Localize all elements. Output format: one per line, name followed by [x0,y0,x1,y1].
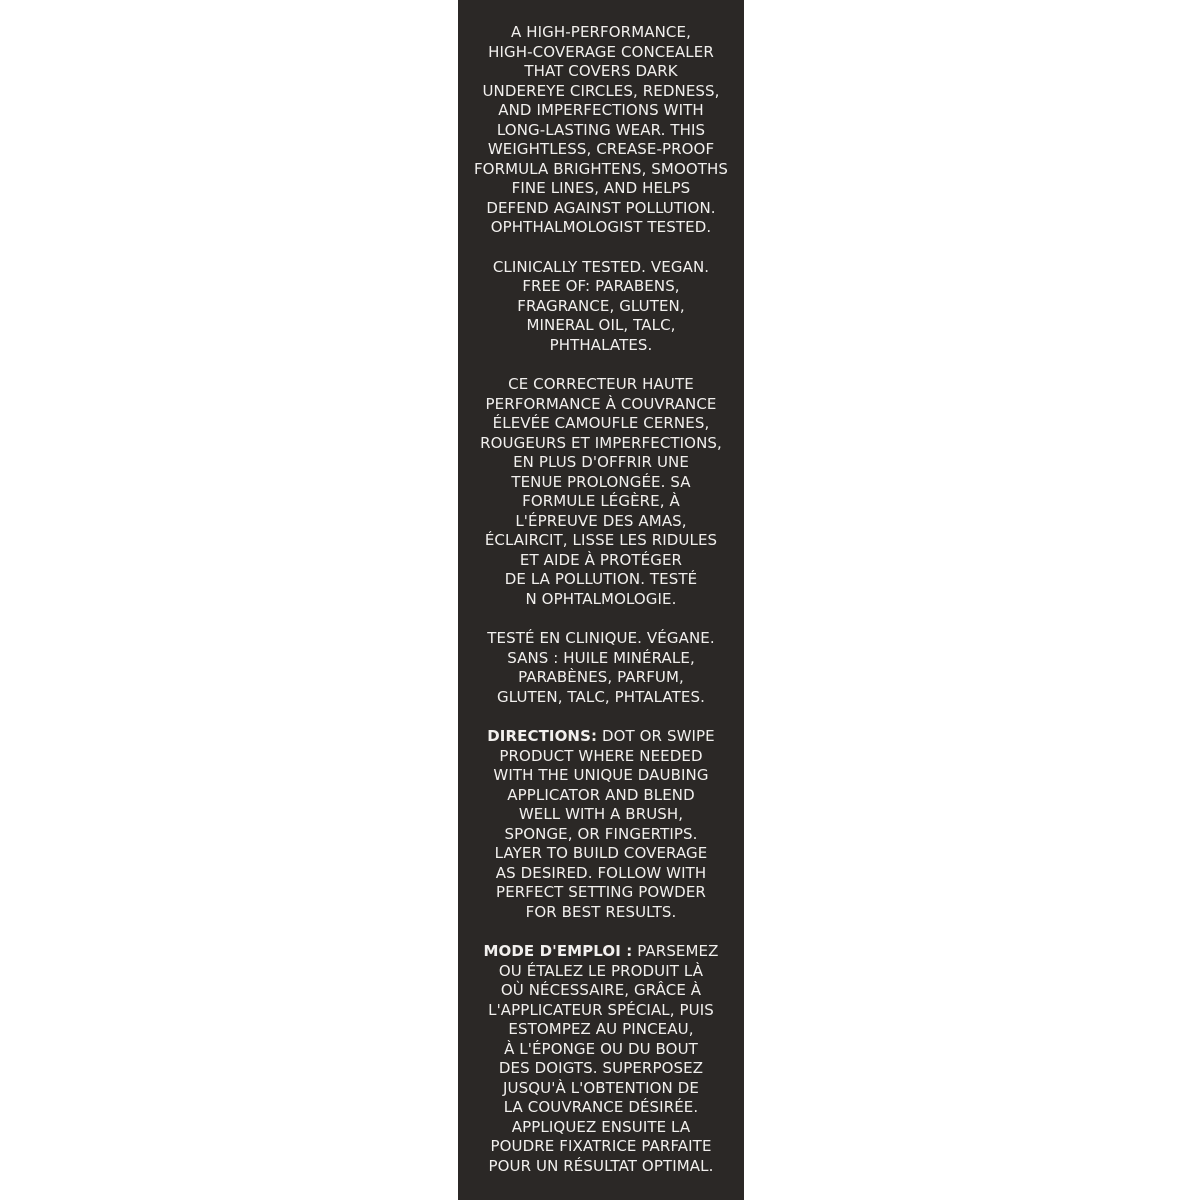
text-line: POUDRE FIXATRICE PARFAITE [490,1137,712,1155]
text-fragment: DOT OR SWIPE [597,727,715,745]
text-line: FREE OF: PARABENS, [522,277,680,295]
text-line: TESTÉ EN CLINIQUE. VÉGANE. [487,629,715,647]
mode-emploi-heading: MODE D'EMPLOI : [483,942,633,960]
text-line: ET AIDE À PROTÉGER [519,550,683,569]
text-line: AS DESIRED. FOLLOW WITH [495,863,707,882]
text-line: AND IMPERFECTIONS WITH [498,101,704,119]
text-line: ÉLEVÉE CAMOUFLE CERNES, [492,414,710,432]
text-line: À L'ÉPONGE OU DU BOUT [504,1039,698,1058]
text-line: PARABÈNES, PARFUM, [518,668,684,686]
text-line: L'ÉPREUVE DES AMAS, [515,511,687,530]
text-line: APPLICATOR AND BLEND [507,785,695,804]
text-line: PRODUCT WHERE NEEDED [499,746,703,765]
text-line: FORMULE LÉGÈRE, À [522,492,680,510]
text-line: FOR BEST RESULTS. [525,902,677,921]
text-line: CLINICALLY TESTED. VEGAN. [492,257,710,276]
text-line: LA COUVRANCE DÉSIRÉE. [503,1098,699,1116]
text-line: ROUGEURS ET IMPERFECTIONS, [480,433,722,452]
text-line: LAYER TO BUILD COVERAGE [494,844,708,862]
text-line: WITH THE UNIQUE DAUBING [493,766,709,784]
packaging-side-panel [458,0,744,1200]
directions-paragraph-en [458,727,744,922]
text-line: JUSQU'À L'OBTENTION DE [503,1078,699,1097]
text-line: DEFEND AGAINST POLLUTION. [486,198,716,217]
text-line: POUR UN RÉSULTAT OPTIMAL. [488,1156,714,1175]
claims-paragraph-fr [458,629,744,707]
directions-paragraph-fr [458,942,744,1176]
text-line [458,727,744,747]
text-line: DES DOIGTS. SUPERPOSEZ [498,1059,704,1077]
claims-paragraph-en [458,258,744,356]
text-line: THAT COVERS DARK [524,62,678,80]
text-line: WELL WITH A BRUSH, [518,805,684,823]
text-line: OU ÉTALEZ LE PRODUIT LÀ [498,961,704,980]
text-line: N OPHTALMOLOGIE. [525,589,677,608]
text-line: WEIGHTLESS, CREASE-PROOF [487,140,715,158]
text-line: SPONGE, OR FINGERTIPS. [504,824,698,843]
text-line: PHTHALATES. [549,335,653,354]
text-line: OPHTHALMOLOGIST TESTED. [490,218,712,236]
text-line: FRAGRANCE, GLUTEN, [517,296,685,315]
text-fragment: PARSEMEZ [632,942,719,960]
text-line: OÙ NÉCESSAIRE, GRÂCE À [500,981,702,999]
text-line: GLUTEN, TALC, PHTALATES. [497,687,705,706]
text-line: EN PLUS D'OFFRIR UNE [513,453,689,471]
text-line: LONG-LASTING WEAR. THIS [496,120,706,139]
text-line: DE LA POLLUTION. TESTÉ [504,570,698,588]
text-line: ESTOMPEZ AU PINCEAU, [508,1020,694,1038]
text-line: UNDEREYE CIRCLES, REDNESS, [482,81,720,100]
text-line: FINE LINES, AND HELPS [511,179,691,197]
text-line: SANS : HUILE MINÉRALE, [507,648,695,667]
description-paragraph-fr [458,375,744,609]
text-line: PERFORMANCE À COUVRANCE [485,394,717,413]
text-line: PERFECT SETTING POWDER [496,883,706,901]
text-line: HIGH-COVERAGE CONCEALER [488,42,714,61]
text-line: APPLIQUEZ ENSUITE LA [511,1117,691,1136]
text-line: A HIGH-PERFORMANCE, [511,23,691,41]
text-line: CE CORRECTEUR HAUTE [508,375,694,393]
text-line [458,942,744,962]
description-paragraph-en [458,23,744,238]
text-line: MINERAL OIL, TALC, [526,316,676,334]
text-line: TENUE PROLONGÉE. SA [511,472,691,491]
text-line: FORMULA BRIGHTENS, SMOOTHS [473,159,729,178]
directions-heading: DIRECTIONS: [487,727,598,745]
text-line: L'APPLICATEUR SPÉCIAL, PUIS [488,1000,714,1019]
text-line: ÉCLAIRCIT, LISSE LES RIDULES [484,531,718,549]
